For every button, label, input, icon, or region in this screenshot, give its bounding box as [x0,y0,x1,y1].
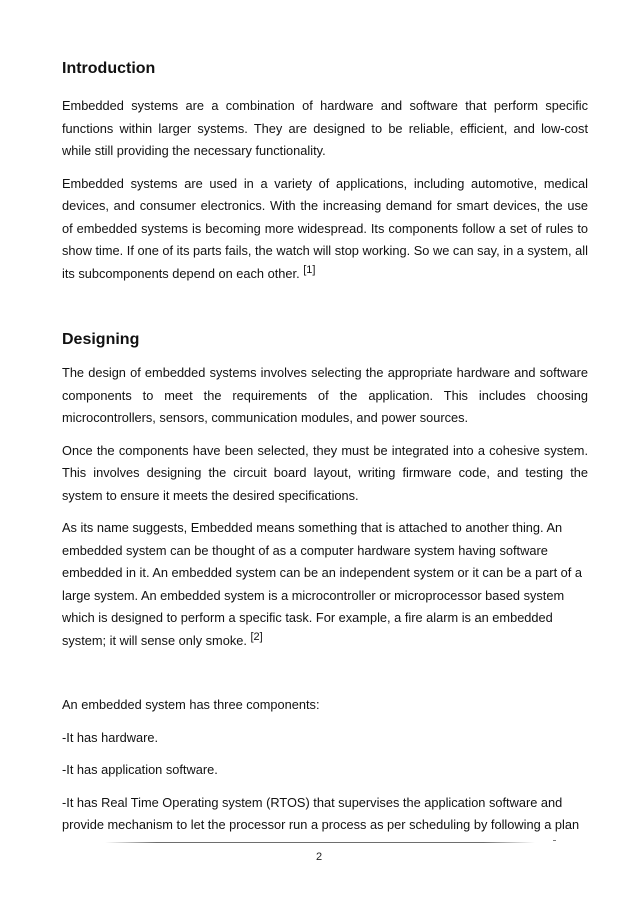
design-paragraph-1: The design of embedded systems involves selecting the appropriate hardware and software components to meet the requirements of the application. This includes choosing microcontrollers, sensors, communication modules, and power sources. [62,365,588,425]
component-item-rtos: -It has Real Time Operating system (RTOS) that supervises the application software and provide mechanism to let the processor run a process as per scheduling by following a plan [62,794,580,832]
component-item-software: -It has application software. [62,762,218,777]
components-intro: An embedded system has three components: [62,697,320,712]
footer-divider [105,842,535,843]
heading-designing: Designing [62,331,140,348]
intro-paragraph-2 [62,173,588,286]
footer-mark [553,840,556,841]
design-paragraph-2: Once the components have been selected, they must be integrated into a cohesive system. This involves designing the circuit board layout, writing firmware code, and testing the system to ensure it meets the desired specifications. [62,442,588,503]
intro-paragraph-2-text: Embedded systems are used in a variety of applications, including automotive, medical devices, and consumer electronics. With the increasing demand for smart devices, the use of embedded systems is becoming more widespread. Its components follow a set of rules to show time. If one of its parts fails, the watch will stop working. So we can say, in a system, all its subcomponents depend on each other. [62,175,588,281]
page-number: 2 [315,851,323,863]
citation-ref-1: [1] [303,263,316,276]
heading-introduction: Introduction [62,60,156,77]
page-content [62,58,588,837]
intro-paragraph-1: Embedded systems are a combination of hardware and software that perform specific functions within larger systems. They are designed to be reliable, efficient, and low-cost while still providing the necessary functionality. [62,98,588,158]
design-paragraph-3-text: As its name suggests, Embedded means something that is attached to another thing. An embedded system can be thought of as a computer hardware system having software embedded in it. An embedded system can be an independent system or it can be a part of a large system. An embedded system is a microcontroller or microprocessor based system which is designed to perform a specific task. For example, a fire alarm is an embedded system; it will sense only smoke. [62,520,583,648]
citation-ref-2: [2] [250,630,263,643]
component-item-hardware: -It has hardware. [62,729,159,745]
design-paragraph-3 [62,517,588,652]
